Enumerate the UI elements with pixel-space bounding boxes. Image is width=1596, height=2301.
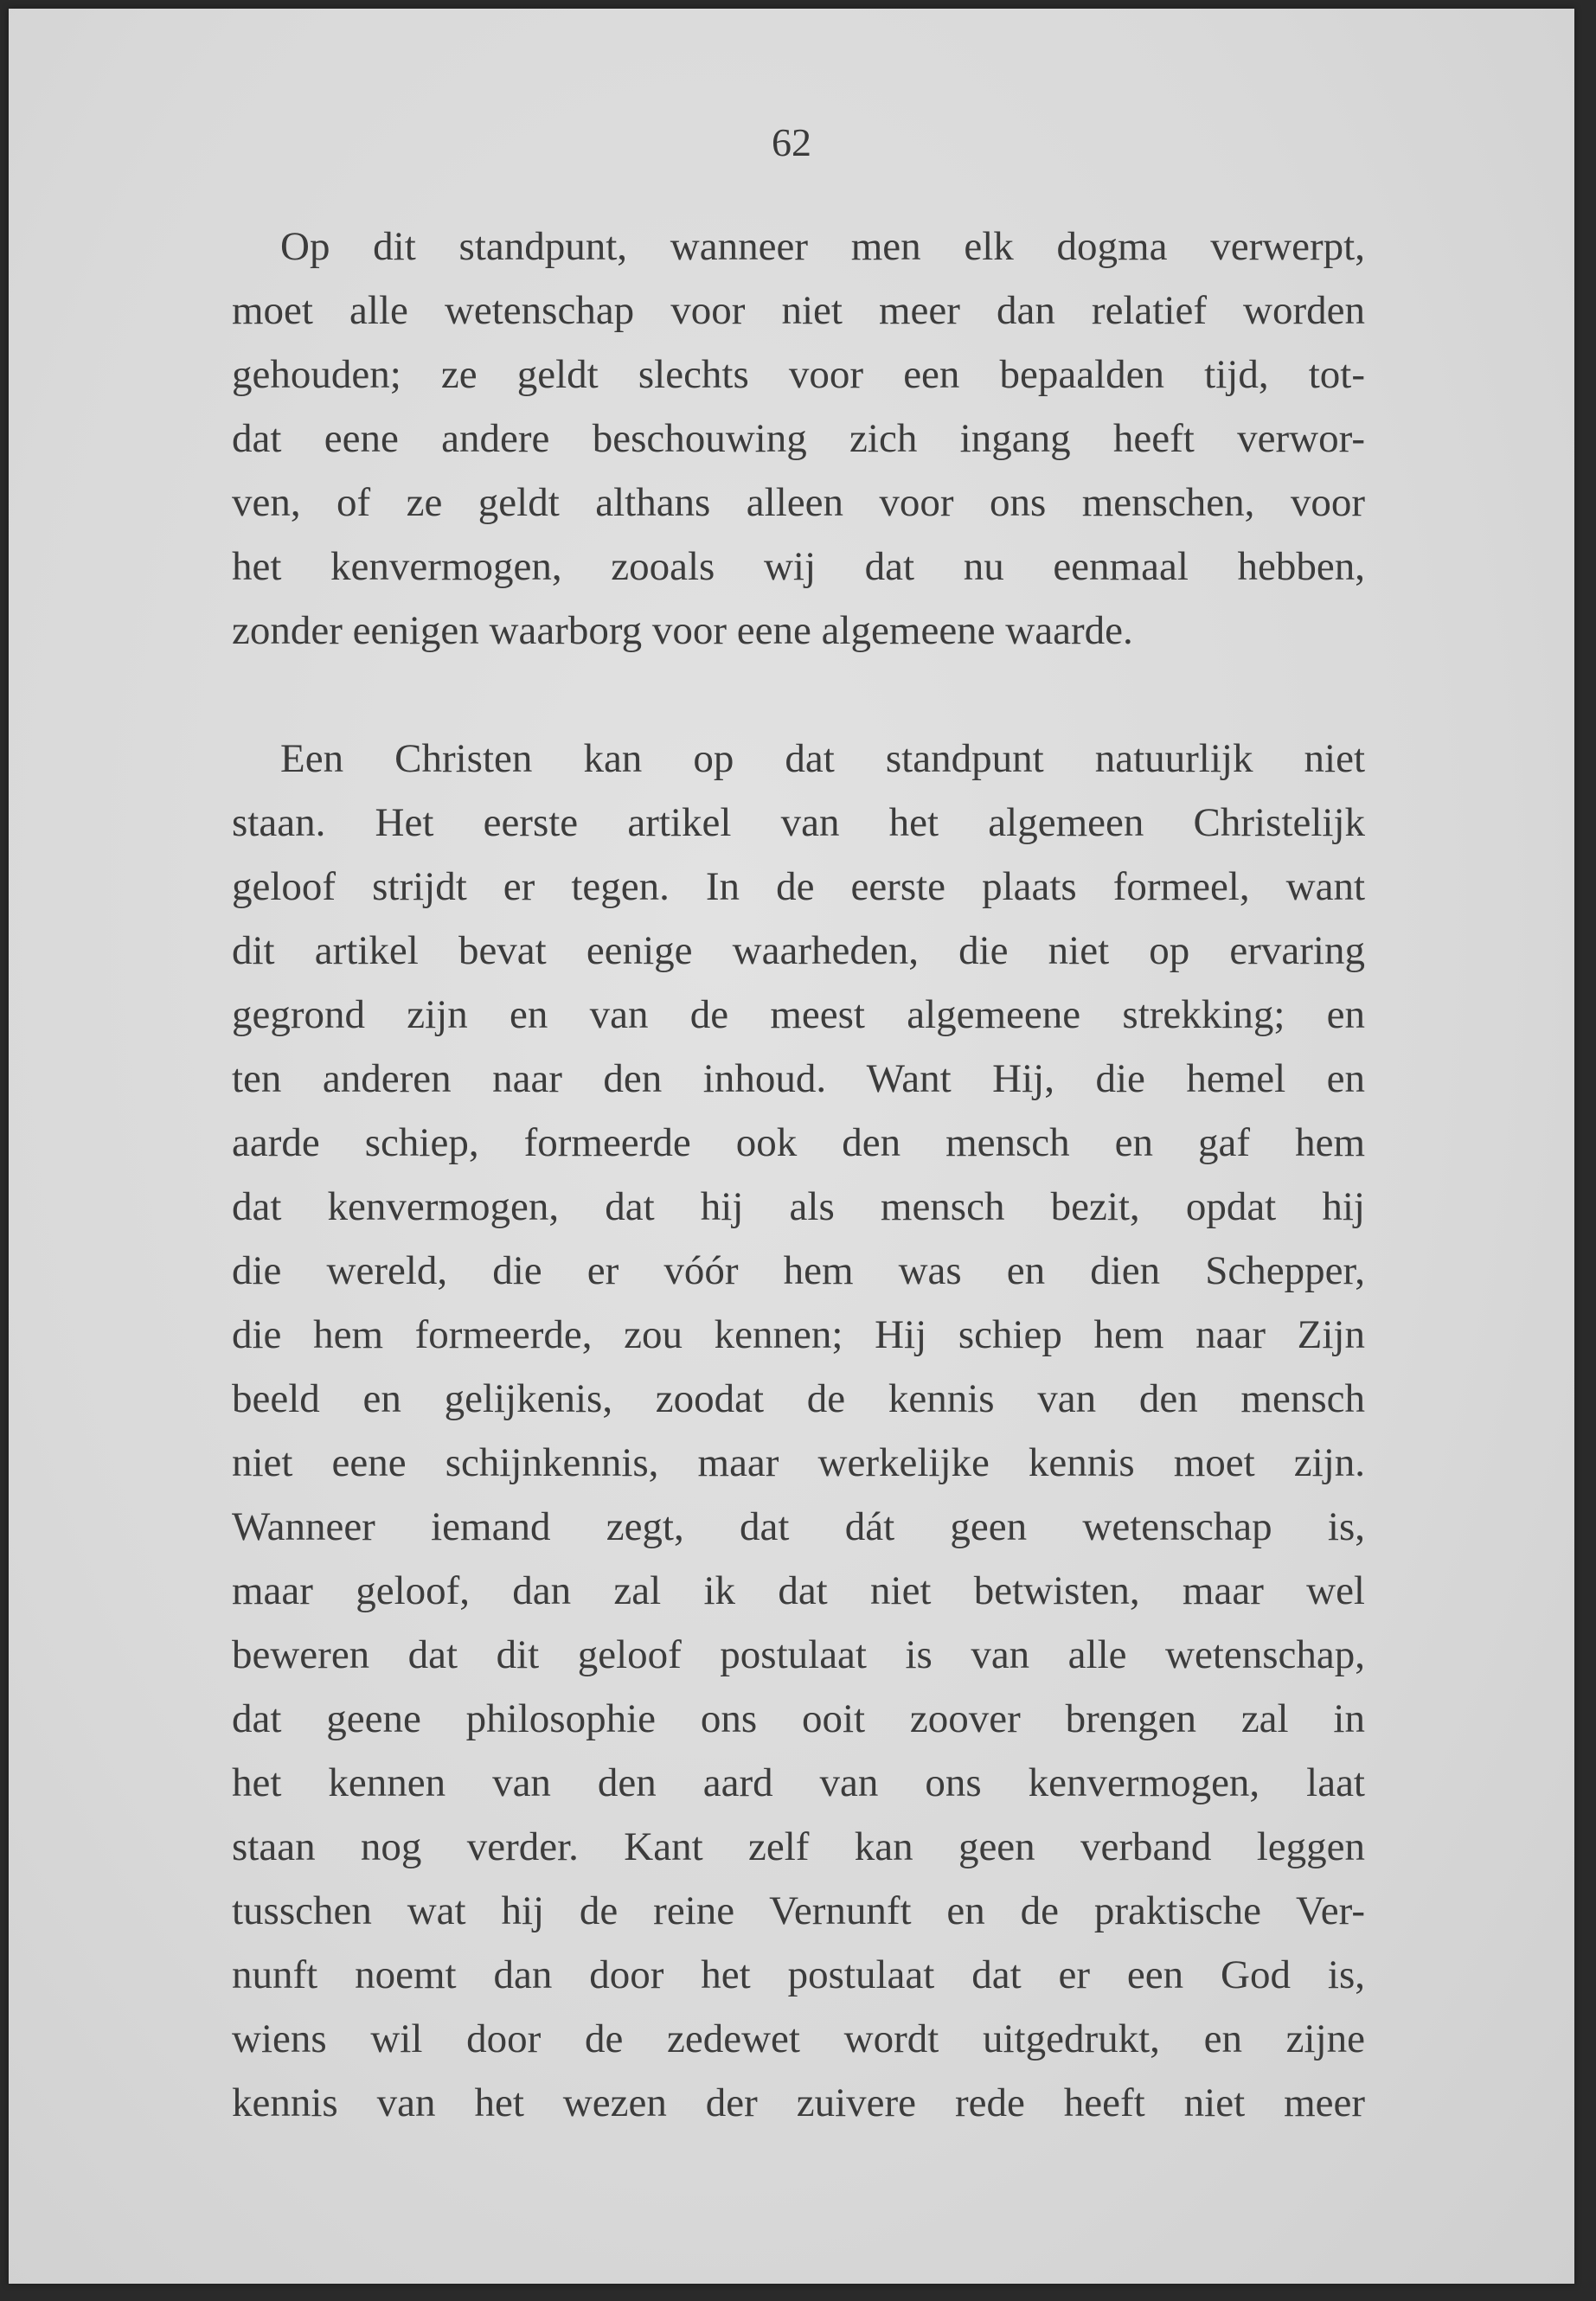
text-line: nunft noemt dan door het postulaat dat er een God is, [232, 1952, 1365, 1997]
text-line: wiens wil door de zedewet wordt uitgedrukt, en zijne [232, 2016, 1365, 2061]
text-line: ven, of ze geldt althans alleen voor ons menschen, voor [232, 480, 1365, 525]
text-line: moet alle wetenschap voor niet meer dan relatief worden [232, 288, 1365, 333]
text-line: geloof strijdt er tegen. In de eerste plaats formeel, want [232, 864, 1365, 909]
book-page [9, 9, 1574, 2284]
text-line: gegrond zijn en van de meest algemeene strekking; en [232, 992, 1365, 1037]
text-line: kennis van het wezen der zuivere rede heeft niet meer [232, 2080, 1365, 2125]
text-line: niet eene schijnkennis, maar werkelijke kennis moet zijn. [232, 1440, 1365, 1485]
text-line: dat kenvermogen, dat hij als mensch bezit, opdat hij [232, 1184, 1365, 1229]
page-number: 62 [772, 120, 811, 164]
text-line: Wanneer iemand zegt, dat dát geen wetenschap is, [232, 1504, 1365, 1549]
text-line: maar geloof, dan zal ik dat niet betwisten, maar wel [232, 1568, 1365, 1613]
text-line: dat geene philosophie ons ooit zoover brengen zal in [232, 1696, 1365, 1741]
text-line: ten anderen naar den inhoud. Want Hij, die hemel en [232, 1056, 1365, 1101]
text-line: beweren dat dit geloof postulaat is van alle wetenschap, [232, 1632, 1365, 1677]
text-line: Op dit standpunt, wanneer men elk dogma verwerpt, [280, 224, 1365, 269]
text-line: beeld en gelijkenis, zoodat de kennis van den mensch [232, 1376, 1365, 1421]
text-line: zonder eenigen waarborg voor eene algemeene waarde. [232, 608, 1133, 653]
text-line: dat eene andere beschouwing zich ingang heeft verwor- [232, 416, 1365, 461]
text-line: het kennen van den aard van ons kenvermogen, laat [232, 1760, 1365, 1805]
text-line: het kenvermogen, zooals wij dat nu eenmaal hebben, [232, 544, 1365, 589]
text-line: Een Christen kan op dat standpunt natuurlijk niet [280, 736, 1365, 781]
text-line: tusschen wat hij de reine Vernunft en de praktische Ver- [232, 1888, 1365, 1933]
paragraph-2 [232, 727, 1365, 2135]
text-line: die wereld, die er vóór hem was en dien Schepper, [232, 1248, 1365, 1293]
text-line: aarde schiep, formeerde ook den mensch en gaf hem [232, 1120, 1365, 1165]
text-line: staan nog verder. Kant zelf kan geen verband leggen [232, 1824, 1365, 1869]
text-line: dit artikel bevat eenige waarheden, die niet op ervaring [232, 928, 1365, 973]
text-line: gehouden; ze geldt slechts voor een bepaalden tijd, tot- [232, 352, 1365, 397]
text-line: die hem formeerde, zou kennen; Hij schiep hem naar Zijn [232, 1312, 1365, 1357]
paragraph-1 [232, 215, 1365, 663]
text-line: staan. Het eerste artikel van het algemeen Christelijk [232, 800, 1365, 845]
